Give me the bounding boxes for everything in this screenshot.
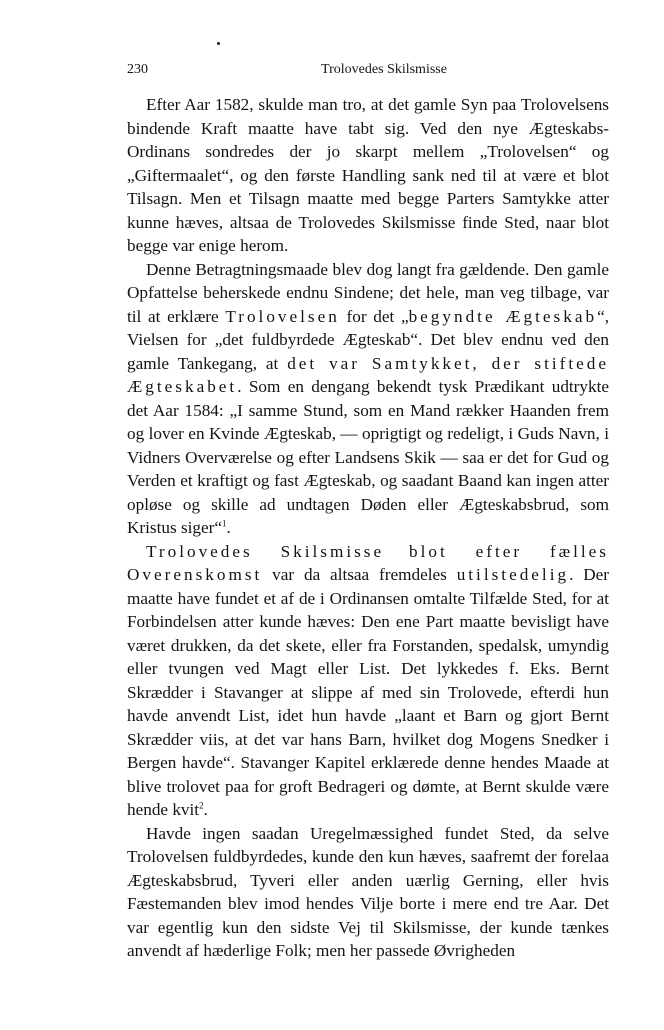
text-run: var da altsaa fremdeles [262,565,457,584]
paragraph [127,93,609,258]
print-speck [217,42,220,45]
emphasized-spaced-text: det var Samtykket, der stiftede Ægteskabet [127,353,609,396]
emphasized-spaced-text: Trolovedes Skilsmisse [146,541,385,561]
text-run: . [203,800,208,819]
text-run: Denne Betragtningsmaade blev dog langt fra gældende. Den gamle Opfattelse beherskede endnu Sindene; det hele, man veg tilbage, var til at erklære [127,259,609,326]
page-number: 230 [127,62,148,77]
text-run: Havde ingen saadan Uregelmæssighed fundet Sted, da selve Trolovelsen fuldbyrdedes, kunde den kun hæves, saafremt der forelaa Ægteskabsbrud, Tyveri eller anden uærlig Gerning, eller hvis Fæstemanden blev imod hendes Vilje borte i mere end tre Aar. Det var egentlig kun den sidste Vej til Skilsmisse, der kunde tænkes anvendt af hæderlige Folk; men her passede Øvrigheden [127,823,609,960]
body-text [127,93,609,963]
emphasized-spaced-text: begyndte Ægteskab [408,306,598,326]
emphasized-spaced-text: blot efter fælles Overenskomst [127,541,609,584]
paragraph [127,258,609,540]
footnote-marker: 1 [222,518,227,529]
paragraph [127,540,609,822]
paragraph [127,822,609,963]
emphasized-spaced-text: utilstedelig [456,565,570,584]
text-run: “, Vielsen for „det fuldbyrdede Ægteskab“. Det blev endnu ved den gamle Tankegang, at [127,306,609,373]
text-run: for det „ [339,306,409,326]
text-run: . [226,518,231,537]
footnote-marker: 2 [199,800,204,811]
running-title: Trolovedes Skilsmisse [321,62,447,77]
text-run [384,542,409,561]
page-header [127,62,609,82]
emphasized-spaced-text: Trolovelsen [225,306,340,326]
text-run: . Der maatte have fundet et af de i Ordinansen omtalte Tilfælde Sted, for at Forbindelsen atter kunde hæves: Den ene Part maatte bevisligt have været drukken, da det skete, eller fra Forstanden, spedalsk, umyndig eller tvungen ved Magt eller List. Det lykkedes f. Eks. Bernt Skrædder i Stavanger at slippe af med sin Trolovede, efterdi hun havde anvendt List, idet hun havde „laant et Barn og gjort Bernt Skrædder viis, at det var hans Barn, hvilket dog Mogens Snedker i Bergen havde“. Stavanger Kapitel erklærede denne hendes Maade at blive trolovet paa for groft Bedrageri og dømte, at Bernt skulde være hende kvit [127,565,610,819]
text-run: . Som en dengang bekendt tysk Prædikant udtrykte det Aar 1584: „I samme Stund, som en Mand rækker Haanden frem og lover en Kvinde Ægteskab, — oprigtigt og redeligt, i Guds Navn, i Vidners Overværelse og efter Landsens Skik — saa er det for Gud og Verden et kraftigt og fast Ægteskab, og saadant Baand kan ingen atter opløse og skille ad undtagen Døden eller Ægteskabsbrud, som Kristus siger“ [127,377,609,537]
text-run: Efter Aar 1582, skulde man tro, at det gamle Syn paa Trolovelsens bindende Kraft maatte have tabt sig. Ved den nye Ægteskabs-Ordinans sondredes der jo skarpt mellem „Trolovelsen“ og „Giftermaalet“, og den første Handling sank ned til at være et blot Tilsagn. Men et Tilsagn maatte med begge Parters Samtykke atter kunne hæves, altsaa de Trolovedes Skilsmisse finde Sted, naar blot begge var enige herom. [127,95,609,255]
